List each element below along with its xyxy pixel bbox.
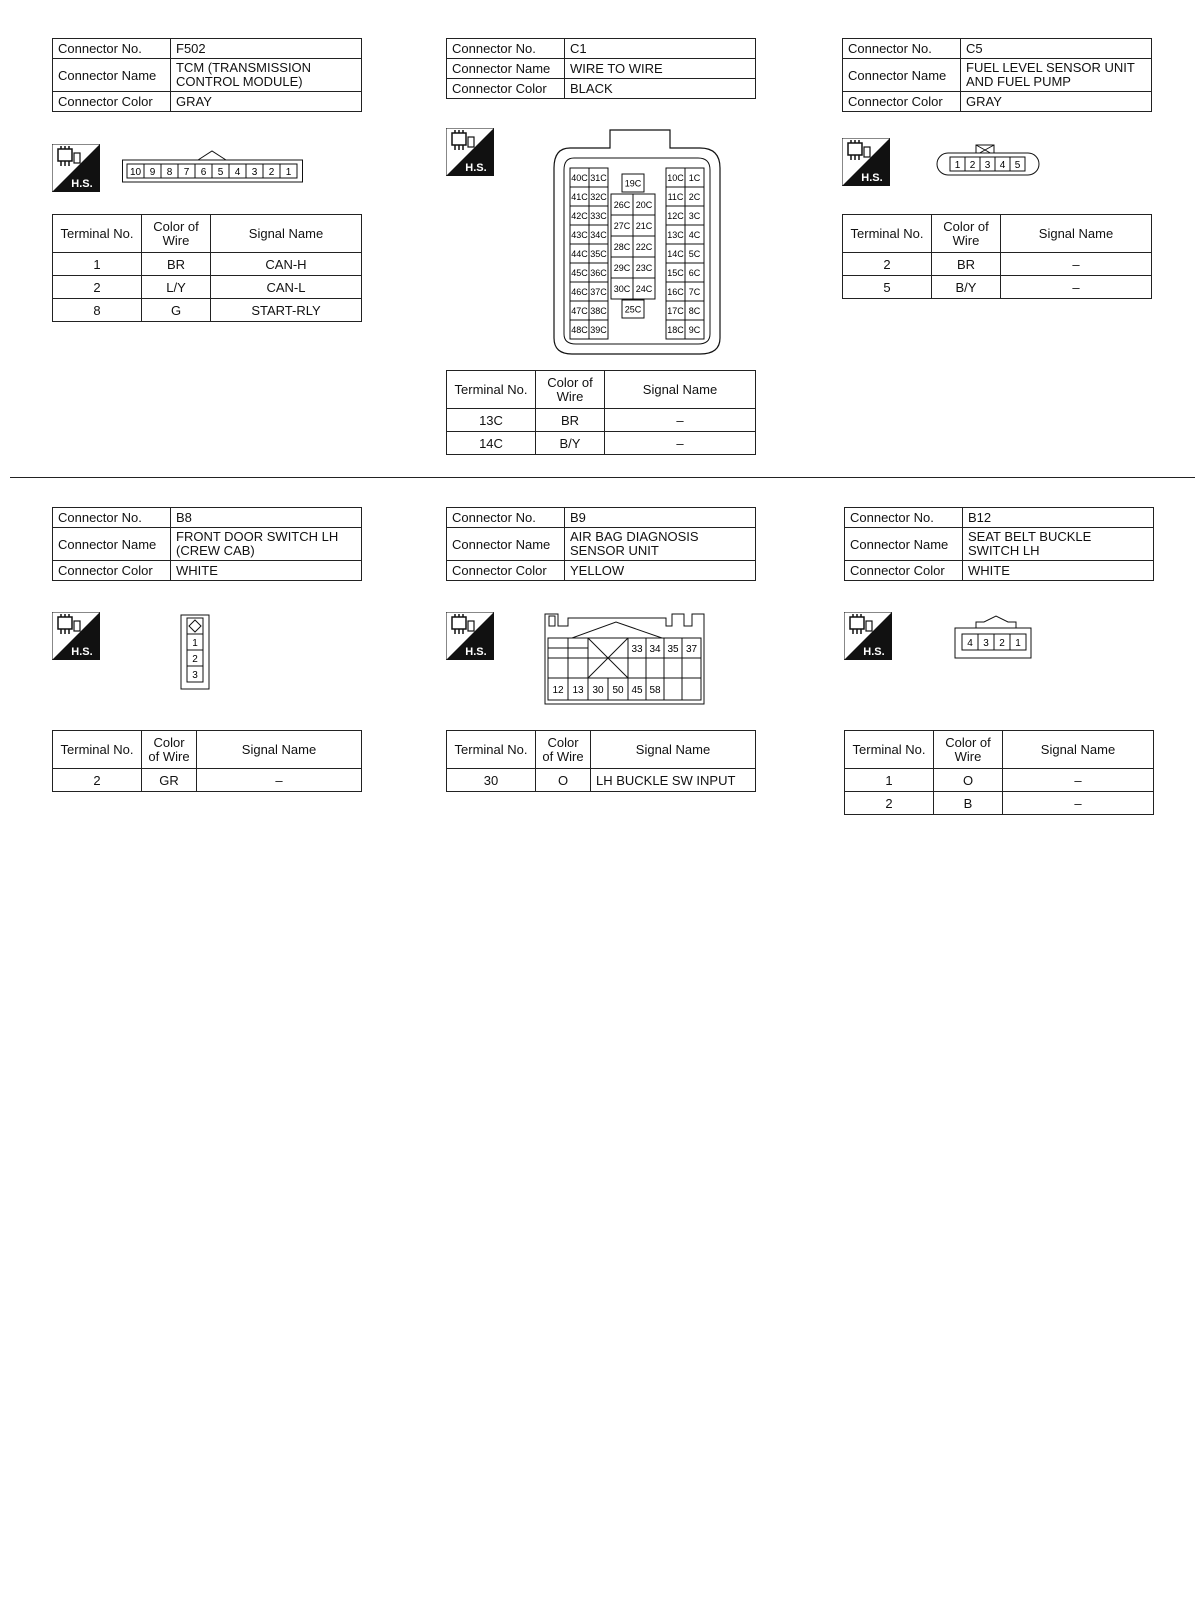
hs-label: H.S. (71, 178, 93, 190)
table-row (53, 253, 362, 276)
hs-label: H.S. (863, 646, 885, 658)
pin-label: 31C (590, 173, 607, 183)
signal-name-cell: – (1001, 253, 1152, 276)
harness-side-icon (446, 128, 494, 176)
terminal-no-header: Terminal No. (447, 731, 536, 769)
hs-label: H.S. (465, 646, 487, 658)
hs-label: H.S. (465, 162, 487, 174)
table-row (447, 769, 756, 792)
wire-color-cell: L/Y (142, 276, 211, 299)
pin-label: 30C (613, 284, 631, 294)
pin-label: 4 (999, 160, 1006, 171)
connector-name-value (171, 528, 362, 561)
pin-label: 4 (967, 638, 973, 649)
pin-label: 34 (649, 644, 661, 655)
signal-name-cell: CAN-L (211, 276, 362, 299)
pin-label: 5 (217, 167, 224, 178)
terminal-no-cell: 14C (447, 432, 536, 455)
pin-label: 3 (192, 670, 198, 681)
pin-label: 41C (571, 192, 588, 202)
signal-name-header: Signal Name (1003, 731, 1154, 769)
connector-no-value: B8 (171, 508, 362, 528)
connector-name-line: (CREW CAB) (176, 543, 255, 558)
signal-name-header: Signal Name (605, 371, 756, 409)
connector-name-line: SENSOR UNIT (570, 543, 659, 558)
pin-label: 3 (984, 160, 991, 171)
pin-label: 2 (969, 160, 976, 171)
pin-label: 5 (1014, 160, 1021, 171)
wire-color-cell: B/Y (536, 432, 605, 455)
wire-color-cell: G (142, 299, 211, 322)
signal-name-header: Signal Name (211, 215, 362, 253)
connector-no-label: Connector No. (53, 508, 171, 528)
pin-label: 12C (667, 211, 684, 221)
connector-color-label: Connector Color (447, 79, 565, 99)
wire-color-header: Color of Wire (536, 371, 605, 409)
pin-label: 28C (613, 242, 631, 252)
pin-label: 34C (590, 230, 607, 240)
connector-name-label: Connector Name (53, 59, 171, 92)
signal-name-header: Signal Name (591, 731, 756, 769)
connector-name-value: WIRE TO WIRE (565, 59, 756, 79)
connector-face-f502 (122, 148, 304, 188)
pin-label: 25C (624, 304, 642, 315)
table-row (843, 253, 1152, 276)
pin-label: 35 (667, 644, 679, 655)
connector-color-value: YELLOW (565, 561, 756, 581)
section-divider (10, 477, 1195, 478)
wire-color-cell: O (536, 769, 591, 792)
pin-label: 7C (688, 287, 701, 297)
connector-no-value: C1 (565, 39, 756, 59)
pin-label: 10 (129, 167, 142, 178)
terminal-no-header: Terminal No. (53, 215, 142, 253)
pin-label: 13C (667, 230, 684, 240)
signal-name-cell: – (1003, 792, 1154, 815)
connector-face-b12 (954, 614, 1034, 662)
wire-color-cell: BR (536, 409, 605, 432)
connector-no-value: B12 (963, 508, 1154, 528)
connector-no-label: Connector No. (845, 508, 963, 528)
pin-label: 3 (983, 638, 989, 649)
terminal-no-cell: 2 (845, 792, 934, 815)
harness-side-icon (842, 138, 890, 186)
pin-label: 6 (200, 167, 207, 178)
harness-side-icon (52, 612, 100, 660)
pin-label: 48C (571, 325, 588, 335)
pin-label: 26C (613, 200, 631, 210)
signal-name-cell: LH BUCKLE SW INPUT (591, 769, 756, 792)
wire-color-header: Color of Wire (934, 731, 1003, 769)
terminal-no-cell: 2 (53, 769, 142, 792)
pin-label: 1 (285, 167, 292, 178)
connector-name-line: SWITCH LH (968, 543, 1040, 558)
pin-label: 8 (166, 167, 173, 178)
connector-name-line: AND FUEL PUMP (966, 74, 1071, 89)
pin-label: 22C (635, 242, 653, 252)
pin-label: 9 (149, 167, 156, 178)
terminal-no-cell: 1 (845, 769, 934, 792)
harness-side-icon (446, 612, 494, 660)
connector-name-line: SEAT BELT BUCKLE (968, 529, 1092, 544)
pin-label: 29C (613, 263, 631, 273)
pin-label: 1 (954, 160, 961, 171)
terminal-table (446, 370, 756, 455)
wire-color-header: Color of Wire (932, 215, 1001, 253)
connector-face-c5 (936, 143, 1042, 179)
terminal-table (52, 730, 362, 792)
connector-info-table (52, 38, 362, 112)
connector-info-table (844, 507, 1154, 581)
pin-label: 3 (251, 167, 258, 178)
hs-label: H.S. (71, 646, 93, 658)
connector-no-value: B9 (565, 508, 756, 528)
pin-label: 24C (635, 284, 653, 294)
wire-color-cell: GR (142, 769, 197, 792)
connector-color-label: Connector Color (53, 561, 171, 581)
signal-name-cell: – (605, 432, 756, 455)
signal-name-header: Signal Name (1001, 215, 1152, 253)
pin-label: 9C (688, 325, 701, 335)
connector-name-value (963, 528, 1154, 561)
pin-label: 47C (571, 306, 588, 316)
connector-name-label: Connector Name (843, 59, 961, 92)
connector-color-value: GRAY (961, 92, 1152, 112)
wire-color-header: Color of Wire (142, 215, 211, 253)
terminal-no-header: Terminal No. (447, 371, 536, 409)
pin-label: 45 (631, 685, 643, 696)
pin-label: 1 (192, 638, 198, 649)
pin-label: 33C (590, 211, 607, 221)
pin-label: 12 (552, 685, 564, 696)
connector-name-label: Connector Name (53, 528, 171, 561)
connector-face-b9 (544, 612, 706, 706)
pin-label: 38C (590, 306, 607, 316)
connector-name-value (565, 528, 756, 561)
terminal-no-cell: 1 (53, 253, 142, 276)
pin-label: 19C (624, 178, 642, 189)
pin-label: 2 (999, 638, 1005, 649)
connector-info-table (446, 38, 756, 99)
pin-label: 6C (688, 268, 701, 278)
table-row (53, 769, 362, 792)
pin-label: 39C (590, 325, 607, 335)
pin-label: 4 (234, 167, 241, 178)
pin-label: 4C (688, 230, 701, 240)
pin-label: 5C (688, 249, 701, 259)
connector-no-label: Connector No. (53, 39, 171, 59)
connector-info-table (842, 38, 1152, 112)
connector-info-table (52, 507, 362, 581)
terminal-no-cell: 8 (53, 299, 142, 322)
pin-label: 2 (268, 167, 275, 178)
terminal-table (446, 730, 756, 792)
connector-face-b8 (180, 614, 212, 692)
signal-name-cell: – (1003, 769, 1154, 792)
pin-label: 35C (590, 249, 607, 259)
table-row (845, 792, 1154, 815)
pin-label: 37C (590, 287, 607, 297)
pin-label: 15C (667, 268, 684, 278)
connector-name-label: Connector Name (845, 528, 963, 561)
pin-label: 36C (590, 268, 607, 278)
connector-name-value (171, 59, 362, 92)
connector-name-line: FRONT DOOR SWITCH LH (176, 529, 339, 544)
table-row (53, 276, 362, 299)
connector-name-line: CONTROL MODULE) (176, 74, 303, 89)
pin-label: 10C (667, 173, 684, 183)
signal-name-header: Signal Name (197, 731, 362, 769)
pin-label: 33 (631, 644, 643, 655)
signal-name-cell: – (197, 769, 362, 792)
connector-name-line: TCM (TRANSMISSION (176, 60, 312, 75)
harness-side-icon (844, 612, 892, 660)
connector-name-line: AIR BAG DIAGNOSIS (570, 529, 699, 544)
pin-label: 2C (688, 192, 701, 202)
signal-name-cell: – (1001, 276, 1152, 299)
pin-label: 13 (572, 685, 584, 696)
pin-label: 58 (649, 685, 661, 696)
pin-label: 14C (667, 249, 684, 259)
signal-name-cell: START-RLY (211, 299, 362, 322)
pin-label: 23C (635, 263, 653, 273)
pin-label: 2 (192, 654, 198, 665)
pin-label: 11C (667, 192, 684, 202)
pin-label: 27C (613, 221, 631, 231)
pin-label: 20C (635, 200, 653, 210)
wire-color-cell: B/Y (932, 276, 1001, 299)
connector-color-label: Connector Color (447, 561, 565, 581)
connector-face-c1 (550, 126, 726, 358)
table-row (843, 276, 1152, 299)
pin-label: 7 (183, 167, 190, 178)
terminal-no-header: Terminal No. (843, 215, 932, 253)
pin-label: 18C (667, 325, 684, 335)
connector-name-label: Connector Name (447, 528, 565, 561)
connector-color-label: Connector Color (53, 92, 171, 112)
terminal-no-cell: 5 (843, 276, 932, 299)
pin-label: 37 (685, 644, 698, 655)
connector-no-label: Connector No. (447, 508, 565, 528)
terminal-table (842, 214, 1152, 299)
wire-color-header: Color of Wire (142, 731, 197, 769)
pin-label: 45C (571, 268, 588, 278)
connector-info-table (446, 507, 756, 581)
terminal-no-cell: 13C (447, 409, 536, 432)
connector-color-value: WHITE (963, 561, 1154, 581)
terminal-no-header: Terminal No. (845, 731, 934, 769)
pin-label: 30 (592, 685, 604, 696)
terminal-no-cell: 2 (843, 253, 932, 276)
connector-name-value (961, 59, 1152, 92)
terminal-table (844, 730, 1154, 815)
connector-no-label: Connector No. (447, 39, 565, 59)
pin-label: 32C (590, 192, 607, 202)
pin-label: 17C (667, 306, 684, 316)
pin-label: 16C (667, 287, 684, 297)
terminal-no-cell: 2 (53, 276, 142, 299)
connector-no-value: F502 (171, 39, 362, 59)
connector-color-value: GRAY (171, 92, 362, 112)
pin-row (127, 164, 297, 178)
wire-color-cell: BR (932, 253, 1001, 276)
harness-side-icon (52, 144, 100, 192)
pin-label: 42C (571, 211, 588, 221)
connector-color-label: Connector Color (843, 92, 961, 112)
pin-label: 21C (635, 221, 653, 231)
table-row (53, 299, 362, 322)
table-row (447, 432, 756, 455)
pin-label: 50 (612, 685, 624, 696)
connector-name-line: FUEL LEVEL SENSOR UNIT (966, 60, 1135, 75)
pin-block-right (666, 168, 704, 339)
signal-name-cell: – (605, 409, 756, 432)
terminal-no-cell: 30 (447, 769, 536, 792)
pin-label: 3C (688, 211, 701, 221)
pin-label: 1 (1015, 638, 1021, 649)
pin-label: 8C (688, 306, 701, 316)
pin-label: 40C (571, 173, 588, 183)
wire-color-header: Color of Wire (536, 731, 591, 769)
table-row (845, 769, 1154, 792)
wire-color-cell: O (934, 769, 1003, 792)
signal-name-cell: CAN-H (211, 253, 362, 276)
connector-name-label: Connector Name (447, 59, 565, 79)
pin-label: 46C (571, 287, 588, 297)
connector-color-value: WHITE (171, 561, 362, 581)
connector-color-value: BLACK (565, 79, 756, 99)
hs-label: H.S. (861, 172, 883, 184)
connector-no-label: Connector No. (843, 39, 961, 59)
pin-block-left (570, 168, 608, 339)
wire-color-cell: BR (142, 253, 211, 276)
terminal-no-header: Terminal No. (53, 731, 142, 769)
terminal-table (52, 214, 362, 322)
pin-label: 1C (688, 173, 701, 183)
wire-color-cell: B (934, 792, 1003, 815)
connector-no-value: C5 (961, 39, 1152, 59)
pin-label: 44C (571, 249, 588, 259)
connector-color-label: Connector Color (845, 561, 963, 581)
table-row (447, 409, 756, 432)
pin-label: 43C (571, 230, 588, 240)
